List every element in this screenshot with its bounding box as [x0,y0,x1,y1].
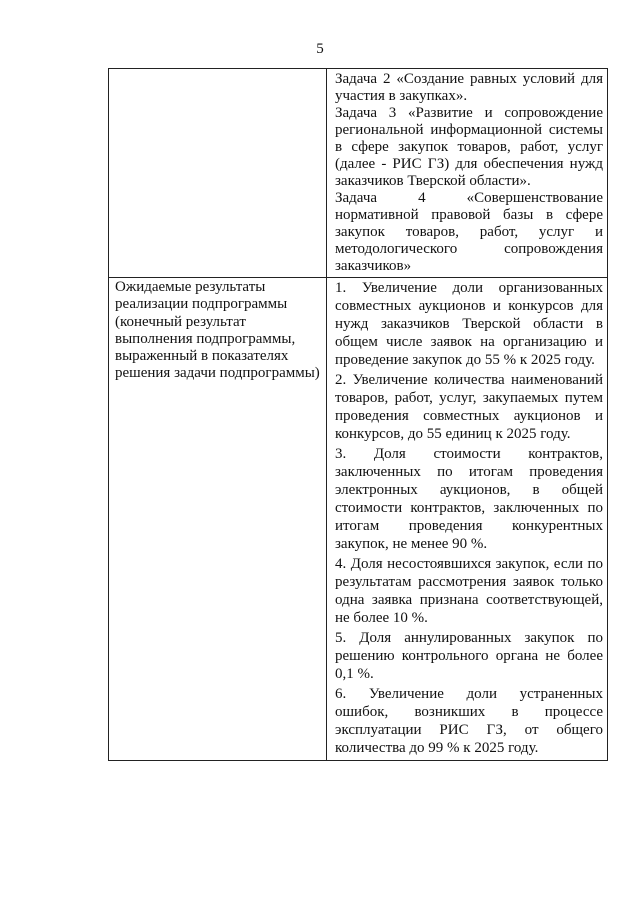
task-2-text: Задача 2 «Создание равных условий для участия в закупках». [335,71,603,104]
table-row-results [109,278,608,761]
tasks-label-cell [109,69,327,278]
program-table [108,68,608,761]
page-number: 5 [316,41,324,57]
result-3-text: 3. Доля стоимости контрактов, заключенных по итогам проведения электронных аукционов, в общей стоимости контрактов, заключенных по итогам проведения конкурентных закупок, не менее 90 %. [335,446,603,552]
result-5-text: 5. Доля аннулированных закупок по решению контрольного органа не более 0,1 %. [335,630,603,682]
tasks-content-cell [327,69,608,278]
task-3-text: Задача 3 «Развитие и сопровождение региональной информационной системы в сфере закупок товаров, работ, услуг (далее - РИС ГЗ) для обеспечения нужд заказчиков Тверской области». [335,105,603,189]
results-content-cell [327,278,608,761]
table-row-tasks [109,69,608,278]
result-6-text: 6. Увеличение доли устраненных ошибок, возникших в процессе эксплуатации РИС ГЗ, от общего количества до 99 % к 2025 году. [335,686,603,756]
task-4-text: Задача 4 «Совершенствование нормативной правовой базы в сфере закупок товаров, работ, услуг и методологического сопровождения заказчиков» [335,190,603,274]
result-1-text: 1. Увеличение доли организованных совместных аукционов и конкурсов для нужд заказчиков Тверской области в общем числе заявок на организацию и проведение закупок до 55 % к 2025 году. [335,280,603,368]
result-2-text: 2. Увеличение количества наименований товаров, работ, услуг, закупаемых путем проведения совместных аукционов и конкурсов, до 55 единиц к 2025 году. [335,372,603,442]
results-label-cell: Ожидаемые результаты реализации подпрограммы (конечный результат выполнения подпрограммы, выраженный в показателях решения задачи подпрограммы) [109,278,327,761]
result-4-text: 4. Доля несостоявшихся закупок, если по результатам рассмотрения заявок только одна заявка признана соответствующей, не более 10 %. [335,556,603,626]
